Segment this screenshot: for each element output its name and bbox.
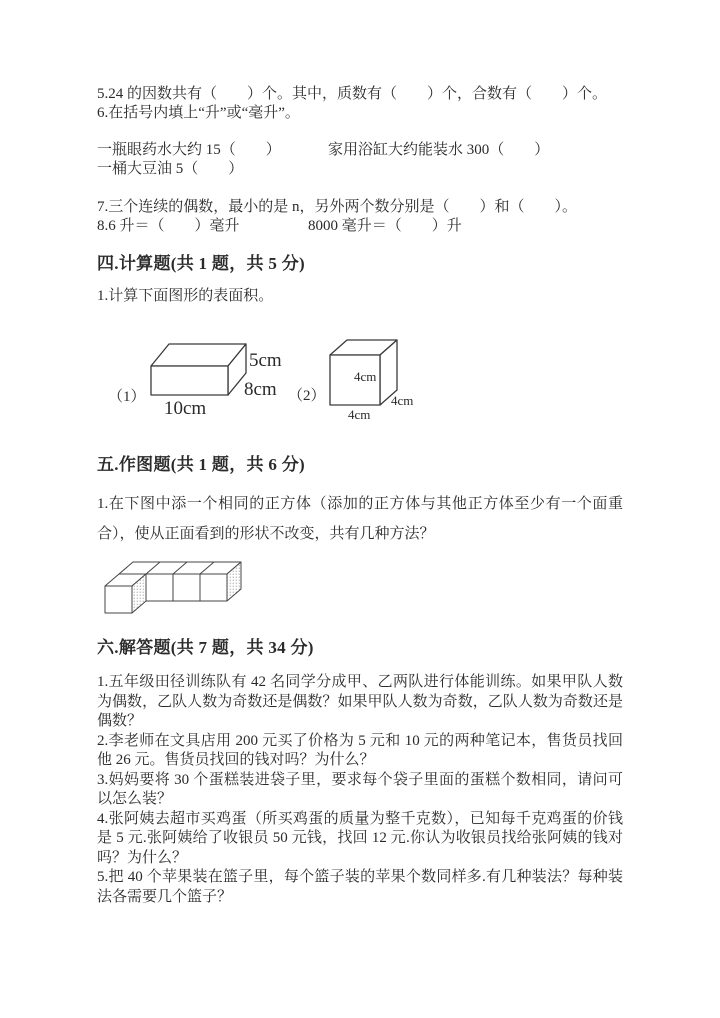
question-6-item-a: 一瓶眼药水大约 15（ ） xyxy=(97,142,281,158)
solve-problem-5: 5.把 40 个苹果装在篮子里，每个篮子装的苹果个数同样多.有几种装法？每种装法各需要几个篮子？ xyxy=(97,869,623,905)
question-5: 5.24 的因数共有（ ）个。其中，质数有（ ）个，合数有（ ）个。 xyxy=(97,86,608,102)
section-4-question-1: 1.计算下面图形的表面积。 xyxy=(97,288,274,304)
section-5-question-1: 1.在下图中添一个相同的正方体（添加的正方体与其他正方体至少有一个面重合），使从正面看到的形状不改变，共有几种方法？ xyxy=(97,496,623,542)
section-6-heading: 六.解答题(共 7 题，共 34 分) xyxy=(97,638,314,657)
question-6: 6.在括号内填上“升”或“毫升”。 xyxy=(97,105,300,121)
question-6-item-c: 一桶大豆油 5（ ） xyxy=(97,161,244,177)
solve-problem-3: 3.妈妈要将 30 个蛋糕装进袋子里，要求每个袋子里面的蛋糕个数相同，请问可以怎么装？ xyxy=(97,771,623,807)
question-6-item-b: 家用浴缸大约能装水 300（ ） xyxy=(328,142,550,158)
section-5-heading: 五.作图题(共 1 题，共 6 分) xyxy=(97,455,305,474)
cube-index-label: （2） xyxy=(288,388,326,404)
cube-figure xyxy=(284,330,422,425)
cuboid-front-face xyxy=(151,366,228,395)
cuboid-depth-label: 8cm xyxy=(244,379,277,400)
question-7: 7.三个连续的偶数，最小的是 n，另外两个数分别是（ ）和（ ）。 xyxy=(97,199,578,215)
question-8-item-b: 8000 毫升＝（ ）升 xyxy=(308,218,462,234)
question-6-row xyxy=(97,141,623,160)
cuboid-width-label: 10cm xyxy=(164,398,207,419)
solve-problem-list xyxy=(97,673,623,907)
cube-side-edge-label: 4cm xyxy=(391,393,414,408)
surface-area-figures xyxy=(97,330,623,425)
cuboid-index-label: （1） xyxy=(108,389,146,405)
front-cube-front-face xyxy=(105,586,132,613)
cube-row-figure xyxy=(100,561,255,619)
cube-top-edge-label: 4cm xyxy=(354,369,377,384)
solve-problem-2: 2.李老师在文具店用 200 元买了价格为 5 元和 10 元的两种笔记本，售货员找回他 26 元。售货员找回的钱对吗？为什么？ xyxy=(97,732,623,768)
question-8 xyxy=(97,217,623,236)
section-4-heading: 四.计算题(共 1 题，共 5 分) xyxy=(97,254,305,273)
question-8-item-a: 8.6 升＝（ ）毫升 xyxy=(97,218,240,234)
solve-problem-4: 4.张阿姨去超市买鸡蛋（所买鸡蛋的质量为整千克数），已知每千克鸡蛋的价钱是 5 元.张阿姨给了收银员 50 元钱，找回 12 元.你认为收银员找给张阿姨的钱对吗？为什么？ xyxy=(97,810,623,866)
cube-bottom-edge-label: 4cm xyxy=(348,407,371,422)
cuboid-figure xyxy=(100,330,284,425)
solve-problem-1: 1.五年级田径训练队有 42 名同学分成甲、乙两队进行体能训练。如果甲队人数为偶数，乙队人数为奇数还是偶数？如果甲队人数为奇数，乙队人数为奇数还是偶数？ xyxy=(97,674,623,729)
cuboid-height-label: 5cm xyxy=(249,350,282,371)
